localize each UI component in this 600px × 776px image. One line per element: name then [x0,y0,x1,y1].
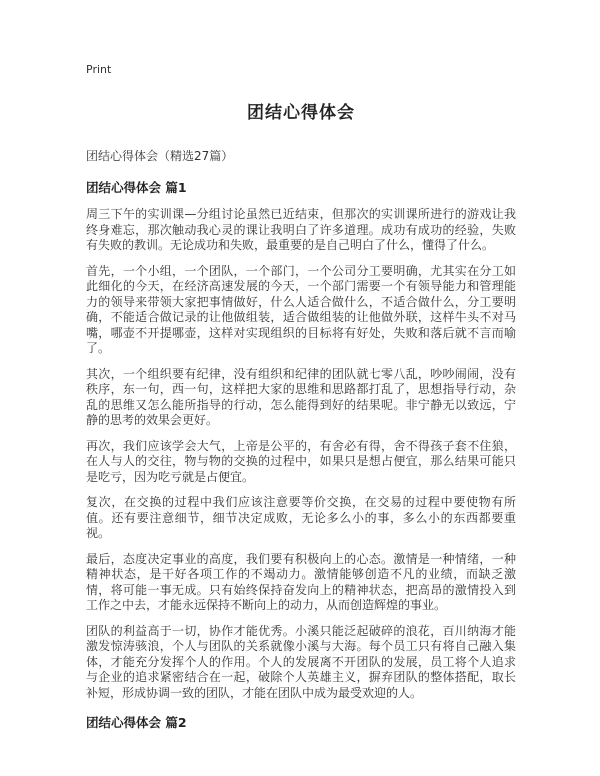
page-title: 团结心得体会 [247,103,355,123]
paragraph: 团队的利益高于一切，协作才能优秀。小溪只能泛起破碎的浪花，百川纳海才能激发惊涛骇浪，个人与团队的关系就像小溪与大海。每个员工只有将自己融入集体，才能充分发挥个人的作用。个人的发展离不开团队的发展，员工将个人追求与企业的追求紧密结合在一起，破除个人英雄主义，摒弃团队的整体搭配，取长补短，形成协调一致的团队，才能在团队中成为最受欢迎的人。 [86,623,516,700]
paragraph: 首先，一个小组，一个团队，一个部门，一个公司分工要明确，尤其实在分工如此细化的今天，在经济高速发展的今天，一个部门需要一个有领导能力和管理能力的领导来带领大家把事情做好，什么人适合做什么，不适合做什么，分工要明确，不能适合做记录的让他做组装，适合做组装的让他做外联，这样牛头不对马嘴，哪壶不开提哪壶，这样对实现组织的目标将有好处，失败和落后就不言而喻了。 [86,263,516,355]
section-2-heading: 团结心得体会 篇2 [86,715,187,730]
paragraph: 再次，我们应该学会大气，上帝是公平的，有舍必有得，舍不得孩子套不住狼，在人与人的交往，物与物的交换的过程中，如果只是想占便宜，那么结果可能只是吃亏，因为吃亏就是占便宜。 [86,438,516,484]
print-button[interactable]: Print [86,63,112,76]
doc-subtitle: 团结心得体会（精选27篇） [86,149,234,163]
paragraph: 周三下午的实训课—分组讨论虽然已近结束，但那次的实训课所进行的游戏让我终身难忘，那次触动我心灵的课让我明白了许多道理。成功有成功的经验，失败有失败的教训。无论成功和失败，最重要的是自己明白了什么，懂得了什么。 [86,207,516,252]
paragraph: 最后，态度决定事业的高度，我们要有积极向上的心态。激情是一种情绪，一种精神状态，是干好各项工作的不竭动力。激情能够创造不凡的业绩，而缺乏激情，将可能一事无成。只有始终保持奋发向上的精神状态，把高昂的激情投入到工作之中去，才能永远保持不断向上的动力，从而创造辉煌的事业。 [86,551,516,612]
paragraph: 其次，一个组织要有纪律，没有组织和纪律的团队就七零八乱，吵吵闹闹，没有秩序，东一句，西一句，这样把大家的思维和思路都打乱了，思想指导行动，杂乱的思维又怎么能所指导的行动，怎么能得到好的结果呢。非宁静无以致远，宁静的思考的效果会更好。 [86,366,516,427]
section-1-heading: 团结心得体会 篇1 [86,180,187,195]
paragraph: 复次，在交换的过程中我们应该注意要等价交换，在交易的过程中要使物有所值。还有要注意细节，细节决定成败，无论多么小的事，多么小的东西都要重视。 [86,495,516,540]
